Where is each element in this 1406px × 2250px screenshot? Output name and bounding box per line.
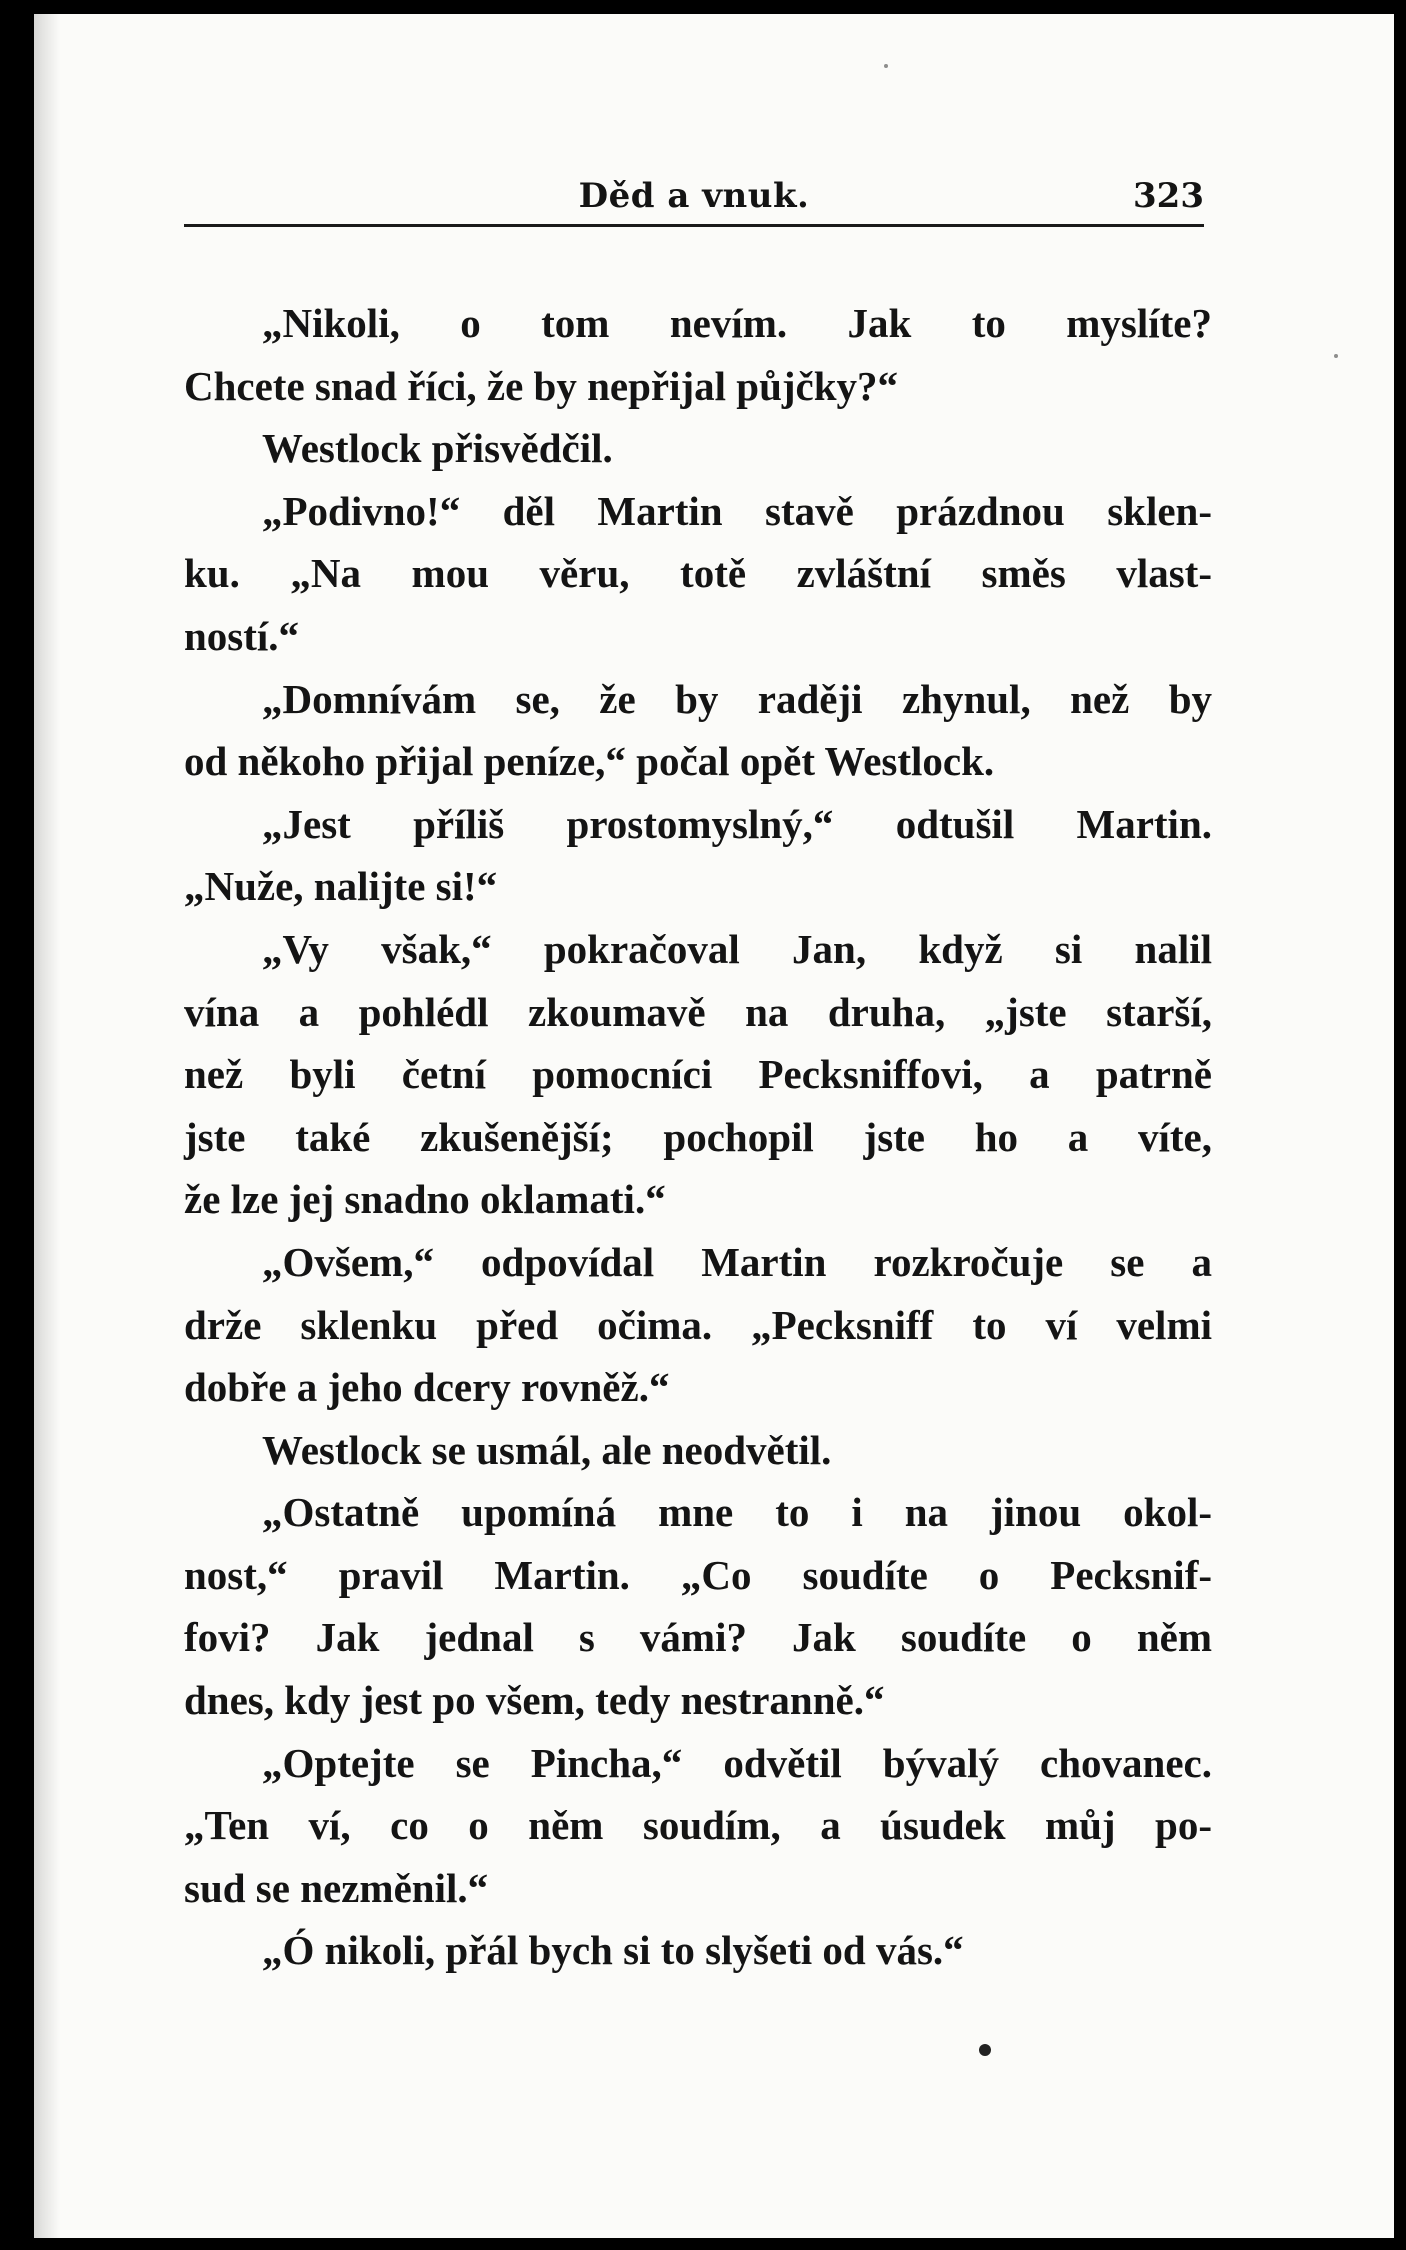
text-line: Westlock přisvědčil. (262, 425, 613, 472)
paragraph (184, 793, 1212, 918)
text-line: „Jest příliš prostomyslný,“ odtušil Martin. (262, 800, 1212, 847)
print-speck (1334, 354, 1338, 358)
text-line: od někoho přijal peníze,“ počal opět Westlock. (184, 738, 995, 785)
text-line: „Ovšem,“ odpovídal Martin rozkročuje se a (262, 1238, 1212, 1285)
text-line: Westlock se usmál, ale neodvětil. (262, 1426, 832, 1473)
running-title: Děd a vnuk. (578, 176, 810, 216)
text-line: Chcete snad říci, že by nepřijal půjčky?“ (184, 362, 899, 409)
text-line: jste také zkušenější; pochopil jste ho a víte, (184, 1113, 1212, 1160)
text-line: „Optejte se Pincha,“ odvětil bývalý chovanec. (262, 1739, 1212, 1786)
page-header (184, 164, 1204, 227)
text-line: drže sklenku před očima. „Pecksniff to ví velmi (184, 1301, 1212, 1348)
book-page (34, 14, 1394, 2238)
paragraph (184, 668, 1212, 793)
body-text (184, 292, 1212, 1982)
paragraph (184, 1231, 1212, 1419)
paragraph (184, 292, 1212, 417)
text-line: fovi? Jak jednal s vámi? Jak soudíte o něm (184, 1614, 1212, 1661)
text-line: „Ó nikoli, přál bych si to slyšeti od vás.“ (262, 1927, 964, 1974)
text-line: než byli četní pomocníci Pecksniffovi, a patrně (184, 1051, 1212, 1098)
text-line: „Podivno!“ děl Martin stavě prázdnou sklen- (262, 487, 1212, 534)
paragraph (184, 1481, 1212, 1731)
text-line: sud se nezměnil.“ (184, 1864, 489, 1911)
page-number: 323 (1133, 176, 1204, 216)
paragraph (184, 1419, 1212, 1482)
text-line: ku. „Na mou věru, totě zvláštní směs vlast- (184, 550, 1212, 597)
text-line: „Vy však,“ pokračoval Jan, když si nalil (262, 925, 1212, 972)
text-line: nost,“ pravil Martin. „Co soudíte o Pecksnif- (184, 1551, 1212, 1598)
print-speck (979, 2044, 991, 2056)
text-line: dnes, kdy jest po všem, tedy nestranně.“ (184, 1677, 885, 1724)
text-line: že lze jej snadno oklamati.“ (184, 1176, 666, 1223)
text-line: vína a pohlédl zkoumavě na druha, „jste starší, (184, 988, 1212, 1035)
text-line: dobře a jeho dcery rovněž.“ (184, 1364, 670, 1411)
text-line: „Domnívám se, že by raději zhynul, než by (262, 675, 1212, 722)
paragraph (184, 417, 1212, 480)
text-line: „Nikoli, o tom nevím. Jak to myslíte? (262, 300, 1212, 346)
text-line: „Ostatně upomíná mne to i na jinou okol- (262, 1489, 1212, 1536)
text-line: „Nuže, nalijte si!“ (184, 863, 498, 910)
paragraph (184, 1919, 1212, 1982)
text-line: ností.“ (184, 612, 300, 659)
page-edge-shadow (34, 14, 60, 2238)
text-line: „Ten ví, co o něm soudím, a úsudek můj po- (184, 1802, 1212, 1849)
paragraph (184, 1732, 1212, 1920)
paragraph (184, 480, 1212, 668)
print-speck (884, 64, 888, 68)
paragraph (184, 918, 1212, 1231)
